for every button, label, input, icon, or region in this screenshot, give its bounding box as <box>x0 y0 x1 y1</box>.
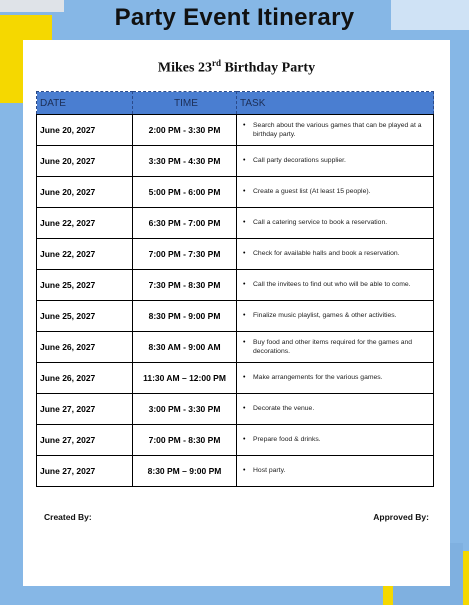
bullet-icon: • <box>243 219 246 226</box>
column-header-task: TASK <box>237 92 434 115</box>
task-cell <box>237 115 434 146</box>
table-row <box>37 394 434 425</box>
task-text: Decorate the venue. <box>253 405 315 412</box>
date-cell: June 27, 2027 <box>37 425 133 456</box>
task-cell <box>237 208 434 239</box>
subtitle-superscript: rd <box>211 58 221 68</box>
time-cell: 8:30 PM - 9:00 PM <box>133 301 237 332</box>
created-by-label: Created By: <box>44 512 92 522</box>
task-cell <box>237 177 434 208</box>
table-row <box>37 301 434 332</box>
column-header-date: DATE <box>37 92 133 115</box>
date-cell: June 26, 2027 <box>37 363 133 394</box>
task-cell <box>237 239 434 270</box>
bullet-icon: • <box>243 122 246 129</box>
date-cell: June 25, 2027 <box>37 270 133 301</box>
time-cell: 6:30 PM - 7:00 PM <box>133 208 237 239</box>
date-cell: June 26, 2027 <box>37 332 133 363</box>
task-content <box>243 466 429 476</box>
table-header-row <box>37 92 434 115</box>
date-cell: June 20, 2027 <box>37 115 133 146</box>
subtitle-main: Mikes 23 <box>157 60 212 76</box>
time-cell: 7:00 PM - 8:30 PM <box>133 425 237 456</box>
bullet-icon: • <box>243 281 246 288</box>
date-cell: June 20, 2027 <box>37 177 133 208</box>
itinerary-sheet <box>23 40 450 586</box>
bullet-icon: • <box>243 312 246 319</box>
bullet-icon: • <box>243 436 246 443</box>
date-cell: June 27, 2027 <box>37 456 133 487</box>
task-cell <box>237 363 434 394</box>
date-cell: June 22, 2027 <box>37 239 133 270</box>
table-row <box>37 363 434 394</box>
date-cell: June 20, 2027 <box>37 146 133 177</box>
task-content <box>243 338 429 356</box>
bullet-icon: • <box>243 405 246 412</box>
task-text: Make arrangements for the various games. <box>253 374 383 381</box>
table-row <box>37 270 434 301</box>
time-cell: 3:30 PM - 4:30 PM <box>133 146 237 177</box>
time-cell: 8:30 PM – 9:00 PM <box>133 456 237 487</box>
table-row <box>37 208 434 239</box>
task-content <box>243 280 429 290</box>
bullet-icon: • <box>243 339 246 346</box>
task-cell <box>237 425 434 456</box>
column-header-time: TIME <box>133 92 237 115</box>
subtitle-rest: Birthday Party <box>220 60 316 76</box>
bullet-icon: • <box>243 157 246 164</box>
task-text: Host party. <box>253 467 286 474</box>
time-cell: 7:00 PM - 7:30 PM <box>133 239 237 270</box>
task-cell <box>237 146 434 177</box>
bullet-icon: • <box>243 374 246 381</box>
table-row <box>37 425 434 456</box>
task-text: Finalize music playlist, games & other activities. <box>253 312 397 319</box>
bullet-icon: • <box>243 188 246 195</box>
task-text: Call party decorations supplier. <box>253 157 346 164</box>
task-content <box>243 435 429 445</box>
task-text: Call a catering service to book a reservation. <box>253 219 388 226</box>
approved-by-label: Approved By: <box>373 512 429 522</box>
task-content <box>243 121 429 139</box>
table-row <box>37 332 434 363</box>
task-text: Search about the various games that can be played at a birthday party. <box>253 122 422 138</box>
task-cell <box>237 332 434 363</box>
time-cell: 2:00 PM - 3:30 PM <box>133 115 237 146</box>
task-content <box>243 156 429 166</box>
time-cell: 11:30 AM – 12:00 PM <box>133 363 237 394</box>
itinerary-table <box>36 91 434 487</box>
task-content <box>243 187 429 197</box>
bullet-icon: • <box>243 467 246 474</box>
task-text: Create a guest list (At least 15 people). <box>253 188 371 195</box>
task-text: Prepare food & drinks. <box>253 436 321 443</box>
time-cell: 8:30 AM - 9:00 AM <box>133 332 237 363</box>
task-text: Call the invitees to find out who will be able to come. <box>253 281 411 288</box>
bullet-icon: • <box>243 250 246 257</box>
task-text: Check for available halls and book a reservation. <box>253 250 400 257</box>
date-cell: June 25, 2027 <box>37 301 133 332</box>
date-cell: June 22, 2027 <box>37 208 133 239</box>
task-content <box>243 373 429 383</box>
table-row <box>37 115 434 146</box>
page-title: Party Event Itinerary <box>114 4 355 31</box>
table-row <box>37 146 434 177</box>
task-content <box>243 311 429 321</box>
date-cell: June 27, 2027 <box>37 394 133 425</box>
time-cell: 7:30 PM - 8:30 PM <box>133 270 237 301</box>
task-content <box>243 249 429 259</box>
task-text: Buy food and other items required for the games and decorations. <box>253 339 413 355</box>
table-row <box>37 456 434 487</box>
time-cell: 3:00 PM - 3:30 PM <box>133 394 237 425</box>
task-cell <box>237 301 434 332</box>
task-cell <box>237 394 434 425</box>
task-cell <box>237 270 434 301</box>
table-row <box>37 239 434 270</box>
time-cell: 5:00 PM - 6:00 PM <box>133 177 237 208</box>
task-cell <box>237 456 434 487</box>
table-row <box>37 177 434 208</box>
event-subtitle <box>23 58 450 77</box>
task-content <box>243 404 429 414</box>
task-content <box>243 218 429 228</box>
